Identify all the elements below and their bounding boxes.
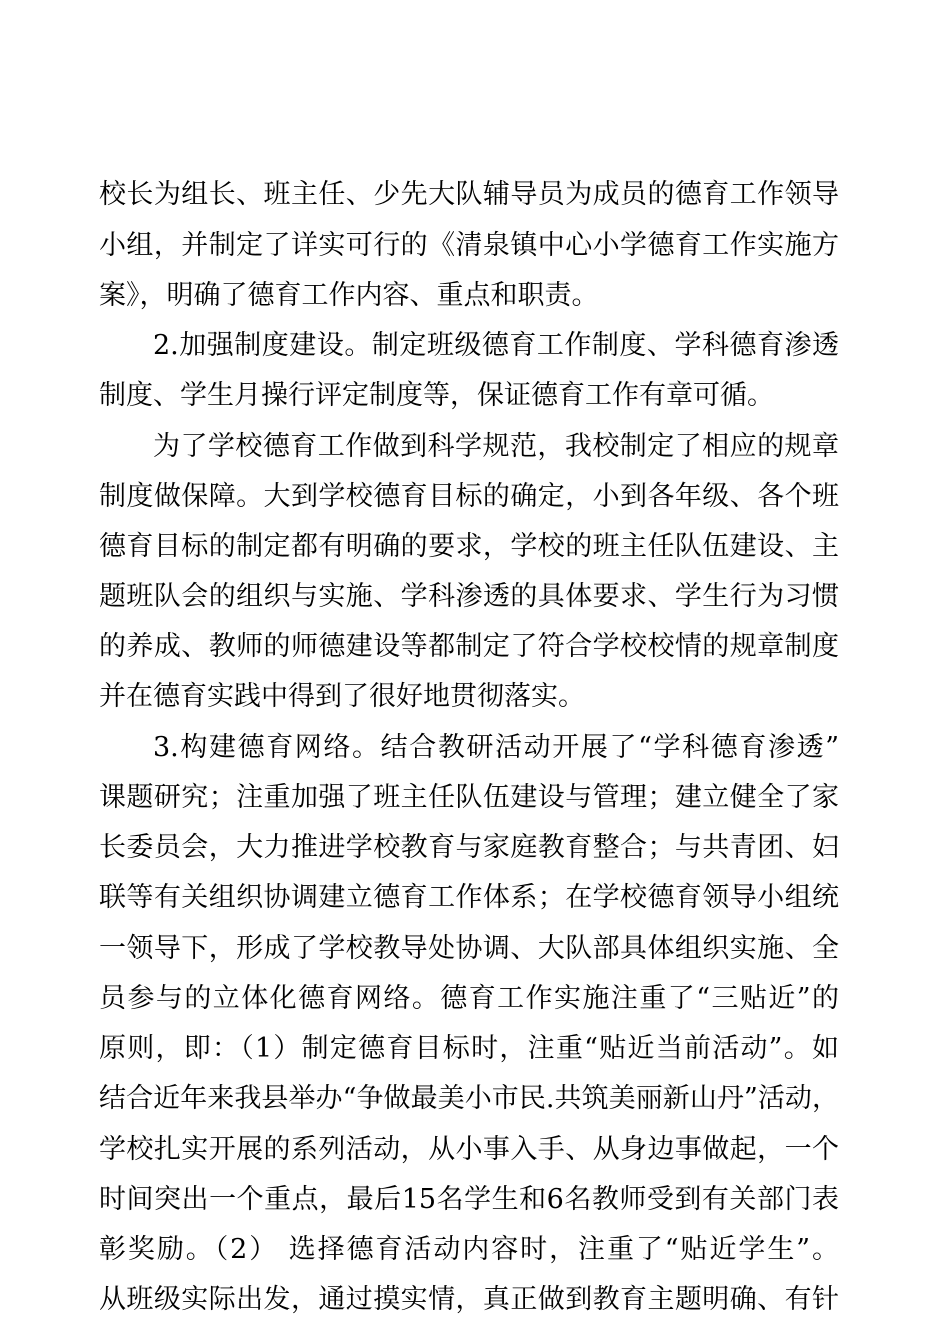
text-line: 课题研究；注重加强了班主任队伍建设与管理；建立健全了家 [99, 782, 839, 813]
text-line: 学校扎实开展的系列活动，从小事入手、从身边事做起，一个 [99, 1134, 839, 1165]
text-line: 德育目标的制定都有明确的要求，学校的班主任队伍建设、主 [99, 531, 839, 562]
text-line: 制度做保障。大到学校德育目标的确定，小到各年级、各个班 [99, 481, 839, 512]
text-line: 彰奖励。（2） 选择德育活动内容时，注重了“贴近学生”。 [99, 1234, 839, 1265]
text-line: 长委员会，大力推进学校教育与家庭教育整合；与共青团、妇 [99, 832, 839, 863]
text-line: 时间突出一个重点，最后15名学生和6名教师受到有关部门表 [99, 1184, 839, 1215]
text-line: 员参与的立体化德育网络。德育工作实施注重了“三贴近”的 [99, 983, 839, 1014]
text-line: 案》，明确了德育工作内容、重点和职责。 [99, 280, 599, 311]
text-line: 制度、学生月操行评定制度等，保证德育工作有章可循。 [99, 380, 774, 411]
text-line: 结合近年来我县举办“争做最美小市民.共筑美丽新山丹”活动， [99, 1083, 839, 1114]
text-line: 并在德育实践中得到了很好地贯彻落实。 [99, 681, 585, 712]
text-line: 3.构建德育网络。结合教研活动开展了“学科德育渗透” [153, 732, 839, 763]
text-line: 联等有关组织协调建立德育工作体系；在学校德育领导小组统 [99, 882, 839, 913]
text-line: 小组，并制定了详实可行的《清泉镇中心小学德育工作实施方 [99, 230, 839, 261]
text-line: 的养成、教师的师德建设等都制定了符合学校校情的规章制度 [99, 631, 839, 662]
text-line: 为了学校德育工作做到科学规范，我校制定了相应的规章 [153, 431, 839, 462]
text-line: 题班队会的组织与实施、学科渗透的具体要求、学生行为习惯 [99, 581, 839, 612]
text-line: 校长为组长、班主任、少先大队辅导员为成员的德育工作领导 [99, 179, 839, 210]
text-line: 一领导下，形成了学校教导处协调、大队部具体组织实施、全 [99, 933, 839, 964]
text-line: 从班级实际出发，通过摸实情，真正做到教育主题明确、有针 [99, 1284, 839, 1315]
text-line: 2.加强制度建设。制定班级德育工作制度、学科德育渗透 [153, 330, 839, 361]
text-line: 原则，即：（1）制定德育目标时，注重“贴近当前活动”。如 [99, 1033, 839, 1064]
